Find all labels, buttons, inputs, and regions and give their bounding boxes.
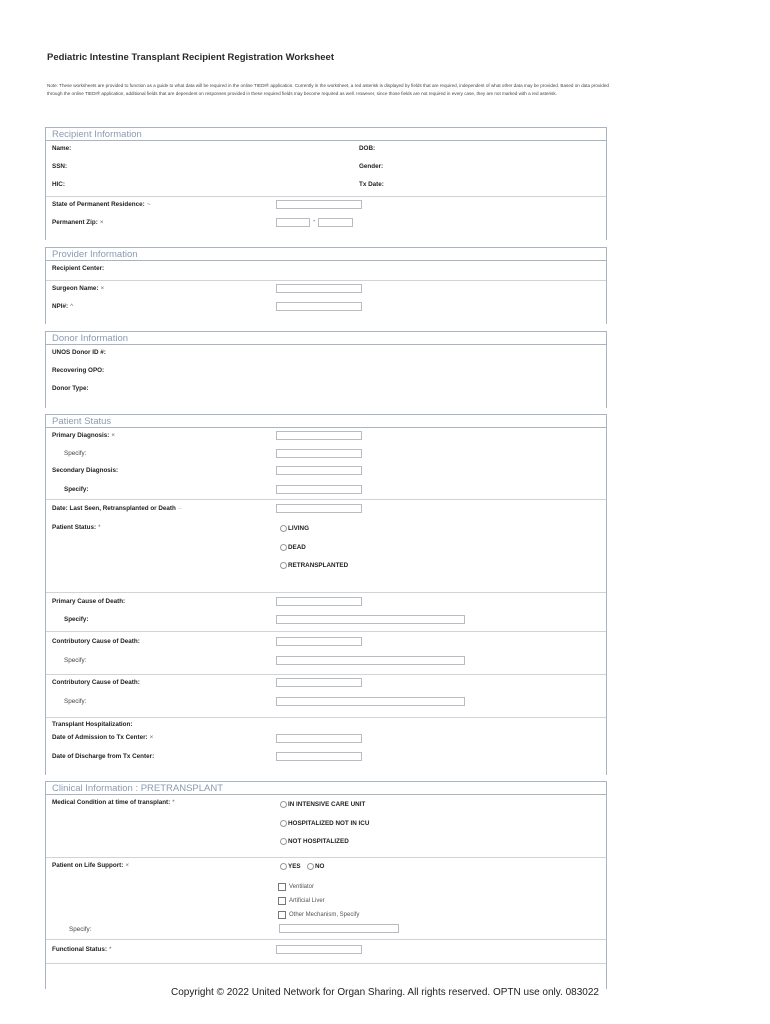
surgeon-name-label: Surgeon Name: × bbox=[52, 285, 105, 292]
name-label: Name: bbox=[52, 145, 72, 152]
ssn-label: SSN: bbox=[52, 163, 68, 170]
dob-label: DOB: bbox=[359, 145, 376, 152]
recipient-information-header: Recipient Information bbox=[46, 128, 606, 141]
tx-date-label: Tx Date: bbox=[359, 181, 384, 188]
gender-label: Gender: bbox=[359, 163, 384, 170]
primary-diagnosis-specify-label: Specify: bbox=[64, 450, 87, 457]
required-marker: * bbox=[172, 799, 175, 806]
primary-cod-specify-input[interactable] bbox=[276, 615, 465, 624]
radio-yes[interactable]: YES bbox=[280, 863, 301, 870]
primary-cause-of-death-label: Primary Cause of Death: bbox=[52, 598, 126, 605]
provider-information-header: Provider Information bbox=[46, 248, 606, 261]
required-marker: × bbox=[125, 862, 130, 869]
date-discharge-label: Date of Discharge from Tx Center: bbox=[52, 753, 155, 760]
patient-status-header: Patient Status bbox=[46, 415, 606, 428]
clinical-information-section bbox=[45, 781, 607, 989]
required-marker: × bbox=[100, 285, 105, 292]
date-admission-input[interactable] bbox=[276, 734, 362, 743]
radio-living[interactable]: LIVING bbox=[280, 525, 309, 532]
checkbox-other-mechanism[interactable]: Other Mechanism, Specify bbox=[278, 911, 359, 919]
zip-input[interactable] bbox=[276, 218, 310, 227]
contributory-cause-of-death-label-1: Contributory Cause of Death: bbox=[52, 638, 140, 645]
secondary-diagnosis-specify-input[interactable] bbox=[276, 485, 362, 494]
contributory-cod-specify-input-2[interactable] bbox=[276, 697, 465, 706]
radio-dead[interactable]: DEAD bbox=[280, 544, 306, 551]
medical-condition-label: Medical Condition at time of transplant: * bbox=[52, 799, 175, 806]
patient-status-section bbox=[45, 414, 607, 775]
radio-not-hospitalized[interactable]: NOT HOSPITALIZED bbox=[280, 838, 349, 845]
secondary-diagnosis-label: Secondary Diagnosis: bbox=[52, 467, 119, 474]
provider-information-section bbox=[45, 247, 607, 324]
required-marker: ^ bbox=[70, 303, 74, 310]
date-discharge-input[interactable] bbox=[276, 752, 362, 761]
npi-label: NPI#: ^ bbox=[52, 303, 74, 310]
recipient-information-section bbox=[45, 127, 607, 240]
contributory-cod-specify-label-2: Specify: bbox=[64, 698, 87, 705]
hic-label: HIC: bbox=[52, 181, 65, 188]
recovering-opo-label: Recovering OPO: bbox=[52, 367, 105, 374]
required-marker: ·· bbox=[177, 505, 183, 512]
primary-diagnosis-input[interactable] bbox=[276, 431, 362, 440]
primary-cod-specify-label: Specify: bbox=[64, 616, 89, 623]
life-support-specify-label: Specify: bbox=[69, 926, 92, 933]
copyright-footer: Copyright © 2022 United Network for Organ Sharing. All rights reserved. OPTN use only. 083022 bbox=[171, 987, 599, 998]
radio-retransplanted[interactable]: RETRANSPLANTED bbox=[280, 562, 348, 569]
radio-in-icu[interactable]: IN INTENSIVE CARE UNIT bbox=[280, 801, 365, 808]
checkbox-ventilator[interactable]: Ventilator bbox=[278, 883, 314, 891]
recipient-center-label: Recipient Center: bbox=[52, 265, 105, 272]
donor-information-section bbox=[45, 331, 607, 408]
worksheet-note: Note: These worksheets are provided to function as a guide to what data will be required in the online TIEDI® application. Currently in the worksheet, a red asterisk is displayed by fields that are required, independent of what other data may be provided. Based on data provided through the online TIEDI® application, additional fields that are dependent on responses provided in these required fields may become required as well. However, since those fields are not required in every case, they are not marked with a red asterisk. bbox=[47, 83, 609, 96]
date-last-seen-label: Date: Last Seen, Retransplanted or Death ·· bbox=[52, 505, 183, 512]
functional-status-label: Functional Status: * bbox=[52, 946, 112, 953]
state-residence-input[interactable] bbox=[276, 200, 362, 209]
contributory-cause-of-death-input-1[interactable] bbox=[276, 637, 362, 646]
radio-no[interactable]: NO bbox=[307, 863, 324, 870]
state-residence-label: State of Permanent Residence: ~ bbox=[52, 201, 151, 208]
zip-extension-input[interactable] bbox=[318, 218, 353, 227]
permanent-zip-label: Permanent Zip: × bbox=[52, 219, 104, 226]
required-marker: * bbox=[98, 524, 101, 531]
contributory-cause-of-death-input-2[interactable] bbox=[276, 678, 362, 687]
date-last-seen-input[interactable] bbox=[276, 504, 362, 513]
surgeon-name-input[interactable] bbox=[276, 284, 362, 293]
transplant-hospitalization-label: Transplant Hospitalization: bbox=[52, 721, 133, 728]
primary-diagnosis-label: Primary Diagnosis: × bbox=[52, 432, 116, 439]
secondary-diagnosis-input[interactable] bbox=[276, 466, 362, 475]
date-admission-label: Date of Admission to Tx Center: × bbox=[52, 734, 154, 741]
required-marker: × bbox=[99, 219, 104, 226]
required-marker: × bbox=[111, 432, 116, 439]
life-support-specify-input[interactable] bbox=[279, 924, 399, 933]
required-marker: × bbox=[149, 734, 154, 741]
checkbox-artificial-liver[interactable]: Artificial Liver bbox=[278, 897, 325, 905]
required-marker: ~ bbox=[146, 201, 151, 208]
contributory-cod-specify-label-1: Specify: bbox=[64, 657, 87, 664]
life-support-label: Patient on Life Support: × bbox=[52, 862, 130, 869]
donor-type-label: Donor Type: bbox=[52, 385, 89, 392]
contributory-cause-of-death-label-2: Contributory Cause of Death: bbox=[52, 679, 140, 686]
zip-separator: - bbox=[313, 218, 316, 225]
secondary-diagnosis-specify-label: Specify: bbox=[64, 486, 89, 493]
donor-information-header: Donor Information bbox=[46, 332, 606, 345]
contributory-cod-specify-input-1[interactable] bbox=[276, 656, 465, 665]
npi-input[interactable] bbox=[276, 302, 362, 311]
required-marker: * bbox=[108, 946, 112, 953]
unos-donor-id-label: UNOS Donor ID #: bbox=[52, 349, 106, 356]
page-title: Pediatric Intestine Transplant Recipient Registration Worksheet bbox=[47, 52, 335, 63]
primary-diagnosis-specify-input[interactable] bbox=[276, 449, 362, 458]
clinical-information-header: Clinical Information : PRETRANSPLANT bbox=[46, 782, 606, 795]
patient-status-label: Patient Status: * bbox=[52, 524, 101, 531]
primary-cause-of-death-input[interactable] bbox=[276, 597, 362, 606]
functional-status-input[interactable] bbox=[276, 945, 362, 954]
radio-hospitalized-not-icu[interactable]: HOSPITALIZED NOT IN ICU bbox=[280, 820, 369, 827]
